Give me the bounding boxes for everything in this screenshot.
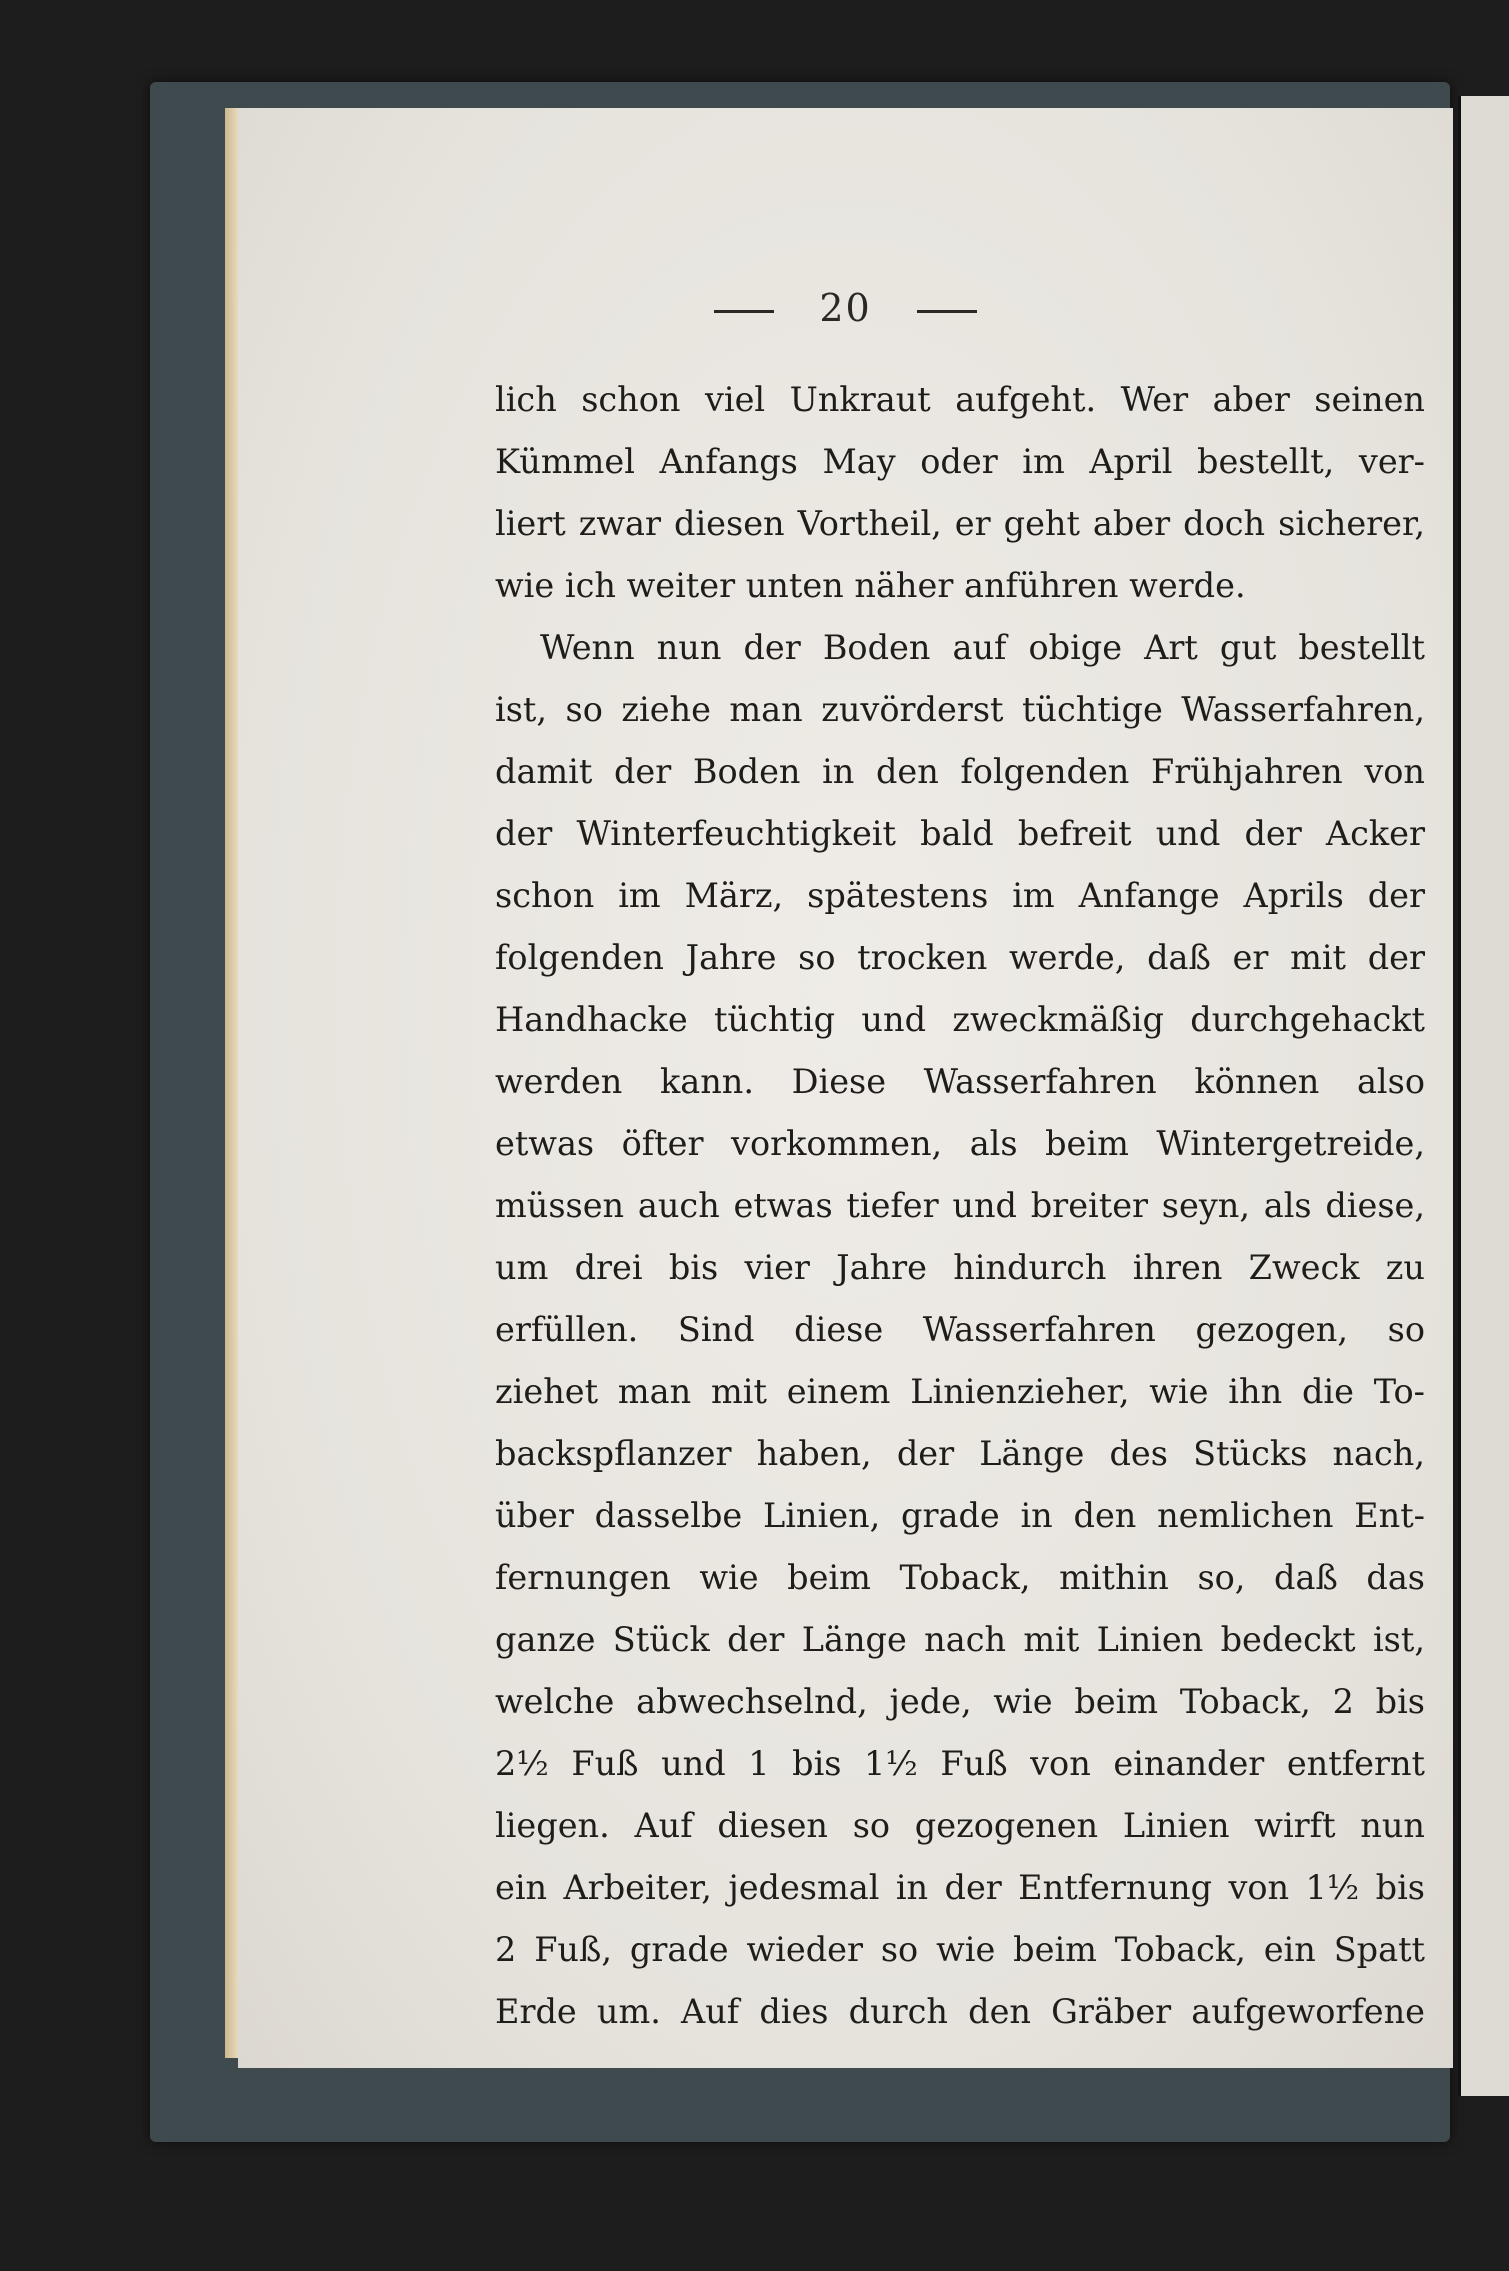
page-sheet: [238, 108, 1453, 2068]
text-line-2: Kümmel Anfangs May oder im April bestellt, ver-: [495, 442, 1425, 481]
page-number-header: [238, 286, 1453, 330]
text-line-8: der Winterfeuchtigkeit bald befreit und der Acker: [495, 814, 1425, 853]
text-line-17: ziehet man mit einem Linienzieher, wie ihn die To-: [495, 1372, 1425, 1411]
text-line-7: damit der Boden in den folgenden Frühjahren von: [495, 752, 1425, 791]
text-line-4: wie ich weiter unten näher anführen werde.: [495, 566, 1246, 605]
text-line-25: ein Arbeiter, jedesmal in der Entfernung von 1½ bis: [495, 1868, 1425, 1907]
adjacent-page-edge: [1458, 96, 1509, 2096]
text-line-18: backspflanzer haben, der Länge des Stücks nach,: [495, 1434, 1425, 1473]
text-line-20: fernungen wie beim Toback, mithin so, daß das: [495, 1558, 1425, 1597]
text-line-22: welche abwechselnd, jede, wie beim Toback, 2 bis: [495, 1682, 1425, 1721]
text-line-9: schon im März, spätestens im Anfange Aprils der: [495, 876, 1425, 915]
text-line-27: Erde um. Auf dies durch den Gräber aufgeworfene: [495, 1992, 1425, 2031]
text-line-6: ist, so ziehe man zuvörderst tüchtige Wasserfahren,: [495, 690, 1425, 729]
text-line-26: 2 Fuß, grade wieder so wie beim Toback, ein Spatt: [495, 1930, 1425, 1969]
text-line-10: folgenden Jahre so trocken werde, daß er mit der: [495, 938, 1425, 977]
text-line-16: erfüllen. Sind diese Wasserfahren gezogen, so: [495, 1310, 1425, 1349]
text-line-21: ganze Stück der Länge nach mit Linien bedeckt ist,: [495, 1620, 1425, 1659]
text-line-11: Handhacke tüchtig und zweckmäßig durchgehackt: [495, 1000, 1425, 1039]
text-line-15: um drei bis vier Jahre hindurch ihren Zweck zu: [495, 1248, 1425, 1287]
page-number: 20: [819, 286, 872, 330]
text-line-13: etwas öfter vorkommen, als beim Wintergetreide,: [495, 1124, 1425, 1163]
text-line-24: liegen. Auf diesen so gezogenen Linien wirft nun: [495, 1806, 1425, 1845]
page-gilt-edge: [225, 108, 239, 2058]
text-line-12: werden kann. Diese Wasserfahren können also: [495, 1062, 1425, 1101]
header-dash-right: [917, 310, 977, 313]
text-line-14: müssen auch etwas tiefer und breiter seyn, als diese,: [495, 1186, 1425, 1225]
text-line-23: 2½ Fuß und 1 bis 1½ Fuß von einander entfernt: [495, 1744, 1425, 1783]
text-line-19: über dasselbe Linien, grade in den nemlichen Ent-: [495, 1496, 1425, 1535]
text-line-1: lich schon viel Unkraut aufgeht. Wer aber seinen: [495, 380, 1425, 419]
header-dash-left: [714, 310, 774, 313]
text-line-3: liert zwar diesen Vortheil, er geht aber doch sicherer,: [495, 504, 1425, 543]
text-line-5: Wenn nun der Boden auf obige Art gut bestellt: [540, 628, 1425, 667]
